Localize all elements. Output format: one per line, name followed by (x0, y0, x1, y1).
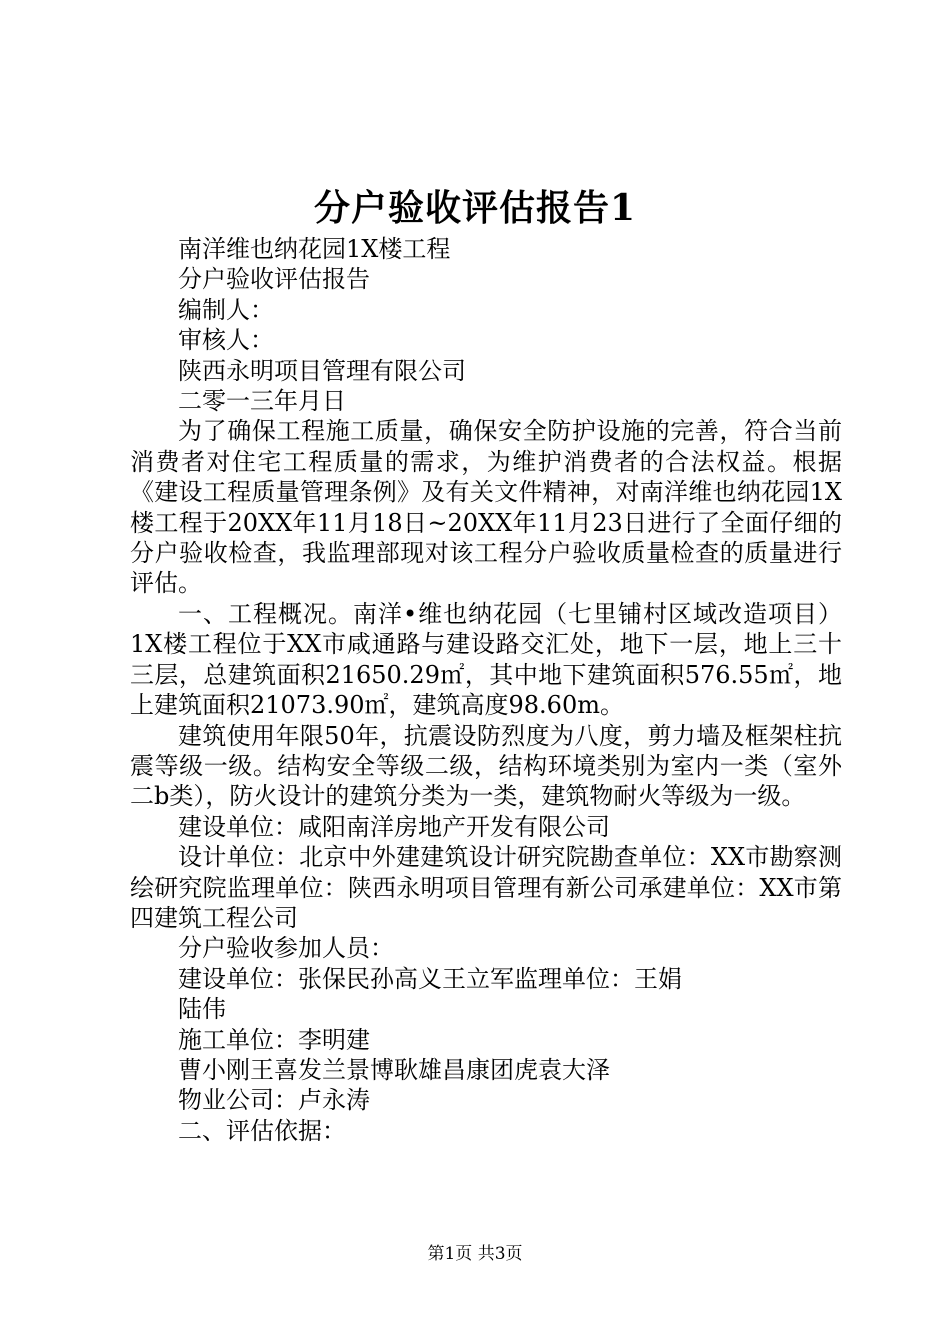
document-body (130, 234, 842, 1146)
participants-property-line: 物业公司：卢永涛 (178, 1086, 370, 1115)
construction-unit-line: 建设单位：咸阳南洋房地产开发有限公司 (178, 812, 610, 841)
company-line: 陕西永明项目管理有限公司 (178, 356, 466, 385)
page-footer: 第1页 共3页 (427, 1244, 523, 1264)
reviewer-line: 审核人： (178, 326, 274, 355)
participants-owner-line: 建设单位：张保民孙高义王立军监理单位：王娟 (178, 964, 682, 993)
intro-paragraph: 为了确保工程施工质量，确保安全防护设施的完善，符合当前消费者对住宅工程质量的需求，为维护消费者的合法权益。根据《建设工程质量管理条例》及有关文件精神，对南洋维也纳花园1X楼工程于20XX年11月18日~20XX年11月23日进行了全面仔细的分户验收检查，我监理部现对该工程分户验收质量检查的质量进行评估。 (130, 417, 842, 598)
participants-supervisor-line: 陆伟 (178, 995, 226, 1024)
document-title: 分户验收评估报告1 (313, 187, 637, 229)
project-name-line: 南洋维也纳花园1X楼工程 (178, 235, 451, 263)
units-paragraph: 设计单位：北京中外建建筑设计研究院勘查单位：XX市勘察测绘研究院监理单位：陕西永明项目管理有新公司承建单位：XX市第四建筑工程公司 (130, 843, 842, 932)
report-name-line: 分户验收评估报告 (178, 265, 370, 294)
building-spec-paragraph: 建筑使用年限50年，抗震设防烈度为八度，剪力墙及框架柱抗震等级一级。结构安全等级二级，结构环境类别为室内一类（室外二b类），防火设计的建筑分类为一类，建筑物耐火等级为一级。 (130, 721, 842, 811)
participants-contractor-names: 曹小刚王喜发兰景博耿雄昌康团虎袁大泽 (178, 1055, 610, 1084)
overview-paragraph: 一、工程概况。南洋•维也纳花园（七里铺村区域改造项目）1X楼工程位于XX市咸通路与建设路交汇处，地下一层，地上三十三层，总建筑面积21650.29㎡，其中地下建筑面积576.55㎡，地上建筑面积21073.90㎡，建筑高度98.60m。 (130, 599, 842, 720)
compiler-line: 编制人： (178, 295, 274, 324)
participants-contractor-line: 施工单位：李明建 (178, 1025, 370, 1054)
participants-heading: 分户验收参加人员： (178, 934, 394, 963)
date-line: 二零一三年月日 (178, 387, 346, 416)
section-heading-basis: 二、评估依据： (178, 1116, 346, 1145)
